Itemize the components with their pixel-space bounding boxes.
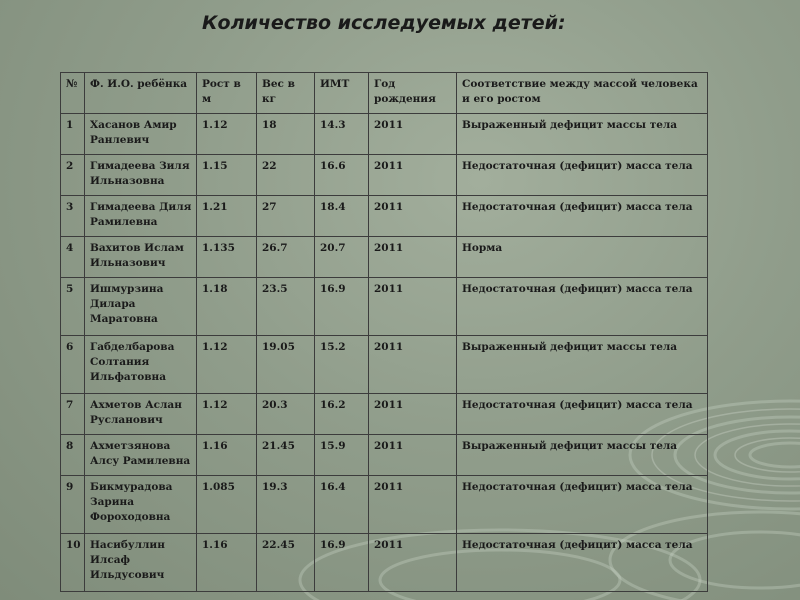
cell-height: 1.12: [197, 336, 257, 394]
cell-assessment: Выраженный дефицит массы тела: [457, 435, 708, 476]
cell-bmi: 20.7: [315, 237, 369, 278]
cell-bmi: 16.9: [315, 278, 369, 336]
cell-height: 1.16: [197, 534, 257, 592]
table-row: [61, 394, 708, 435]
cell-bmi: 14.3: [315, 114, 369, 155]
cell-child-name: Ахметзянова Алсу Рамилевна: [85, 435, 197, 476]
header-weight: Вес в кг: [257, 73, 315, 114]
cell-number: 7: [61, 394, 85, 435]
cell-child-name: Габделбарова Солтания Ильфатовна: [85, 336, 197, 394]
cell-assessment: Выраженный дефицит массы тела: [457, 336, 708, 394]
header-bmi: ИМТ: [315, 73, 369, 114]
cell-number: 1: [61, 114, 85, 155]
cell-birth-year: 2011: [369, 394, 457, 435]
cell-birth-year: 2011: [369, 534, 457, 592]
cell-height: 1.15: [197, 155, 257, 196]
cell-weight: 20.3: [257, 394, 315, 435]
cell-number: 2: [61, 155, 85, 196]
table-row: [61, 476, 708, 534]
header-child-name: Ф. И.О. ребёнка: [85, 73, 197, 114]
cell-number: 8: [61, 435, 85, 476]
slide-title: Количество исследуемых детей:: [202, 12, 566, 34]
cell-bmi: 18.4: [315, 196, 369, 237]
table-row: [61, 237, 708, 278]
cell-birth-year: 2011: [369, 278, 457, 336]
cell-assessment: Недостаточная (дефицит) масса тела: [457, 394, 708, 435]
cell-weight: 19.05: [257, 336, 315, 394]
table-row: [61, 114, 708, 155]
cell-number: 5: [61, 278, 85, 336]
cell-weight: 18: [257, 114, 315, 155]
table-row: [61, 435, 708, 476]
table-row: [61, 336, 708, 394]
cell-number: 4: [61, 237, 85, 278]
cell-height: 1.16: [197, 435, 257, 476]
cell-assessment: Недостаточная (дефицит) масса тела: [457, 196, 708, 237]
cell-bmi: 16.2: [315, 394, 369, 435]
cell-child-name: Ишмурзина Дилара Маратовна: [85, 278, 197, 336]
cell-height: 1.085: [197, 476, 257, 534]
cell-number: 3: [61, 196, 85, 237]
cell-height: 1.12: [197, 394, 257, 435]
cell-bmi: 16.4: [315, 476, 369, 534]
cell-bmi: 16.6: [315, 155, 369, 196]
cell-birth-year: 2011: [369, 155, 457, 196]
cell-weight: 27: [257, 196, 315, 237]
cell-bmi: 16.9: [315, 534, 369, 592]
cell-assessment: Недостаточная (дефицит) масса тела: [457, 476, 708, 534]
cell-bmi: 15.9: [315, 435, 369, 476]
table-row: [61, 278, 708, 336]
cell-weight: 26.7: [257, 237, 315, 278]
cell-birth-year: 2011: [369, 476, 457, 534]
cell-child-name: Бикмурадова Зарина Фороходовна: [85, 476, 197, 534]
cell-height: 1.12: [197, 114, 257, 155]
cell-birth-year: 2011: [369, 114, 457, 155]
cell-weight: 23.5: [257, 278, 315, 336]
cell-weight: 22.45: [257, 534, 315, 592]
cell-birth-year: 2011: [369, 196, 457, 237]
cell-child-name: Насибуллин Илсаф Ильдусович: [85, 534, 197, 592]
table-header-row: [61, 73, 708, 114]
header-birth-year: Год рождения: [369, 73, 457, 114]
cell-height: 1.21: [197, 196, 257, 237]
cell-assessment: Недостаточная (дефицит) масса тела: [457, 278, 708, 336]
cell-birth-year: 2011: [369, 336, 457, 394]
cell-height: 1.18: [197, 278, 257, 336]
cell-weight: 19.3: [257, 476, 315, 534]
children-table: [60, 72, 708, 592]
cell-child-name: Вахитов Ислам Ильназович: [85, 237, 197, 278]
cell-child-name: Хасанов Амир Ранлевич: [85, 114, 197, 155]
cell-birth-year: 2011: [369, 237, 457, 278]
cell-child-name: Гимадеева Диля Рамилевна: [85, 196, 197, 237]
table-row: [61, 155, 708, 196]
cell-assessment: Недостаточная (дефицит) масса тела: [457, 155, 708, 196]
cell-birth-year: 2011: [369, 435, 457, 476]
cell-height: 1.135: [197, 237, 257, 278]
header-assessment: Соответствие между массой человека и его ростом: [457, 73, 708, 114]
header-number: №: [61, 73, 85, 114]
table-row: [61, 534, 708, 592]
cell-number: 9: [61, 476, 85, 534]
header-height: Рост в м: [197, 73, 257, 114]
cell-weight: 22: [257, 155, 315, 196]
cell-assessment: Недостаточная (дефицит) масса тела: [457, 534, 708, 592]
cell-child-name: Ахметов Аслан Русланович: [85, 394, 197, 435]
cell-assessment: Выраженный дефицит массы тела: [457, 114, 708, 155]
cell-bmi: 15.2: [315, 336, 369, 394]
cell-number: 6: [61, 336, 85, 394]
cell-number: 10: [61, 534, 85, 592]
table-row: [61, 196, 708, 237]
cell-weight: 21.45: [257, 435, 315, 476]
cell-child-name: Гимадеева Зиля Ильназовна: [85, 155, 197, 196]
cell-assessment: Норма: [457, 237, 708, 278]
children-table-container: [60, 72, 708, 592]
